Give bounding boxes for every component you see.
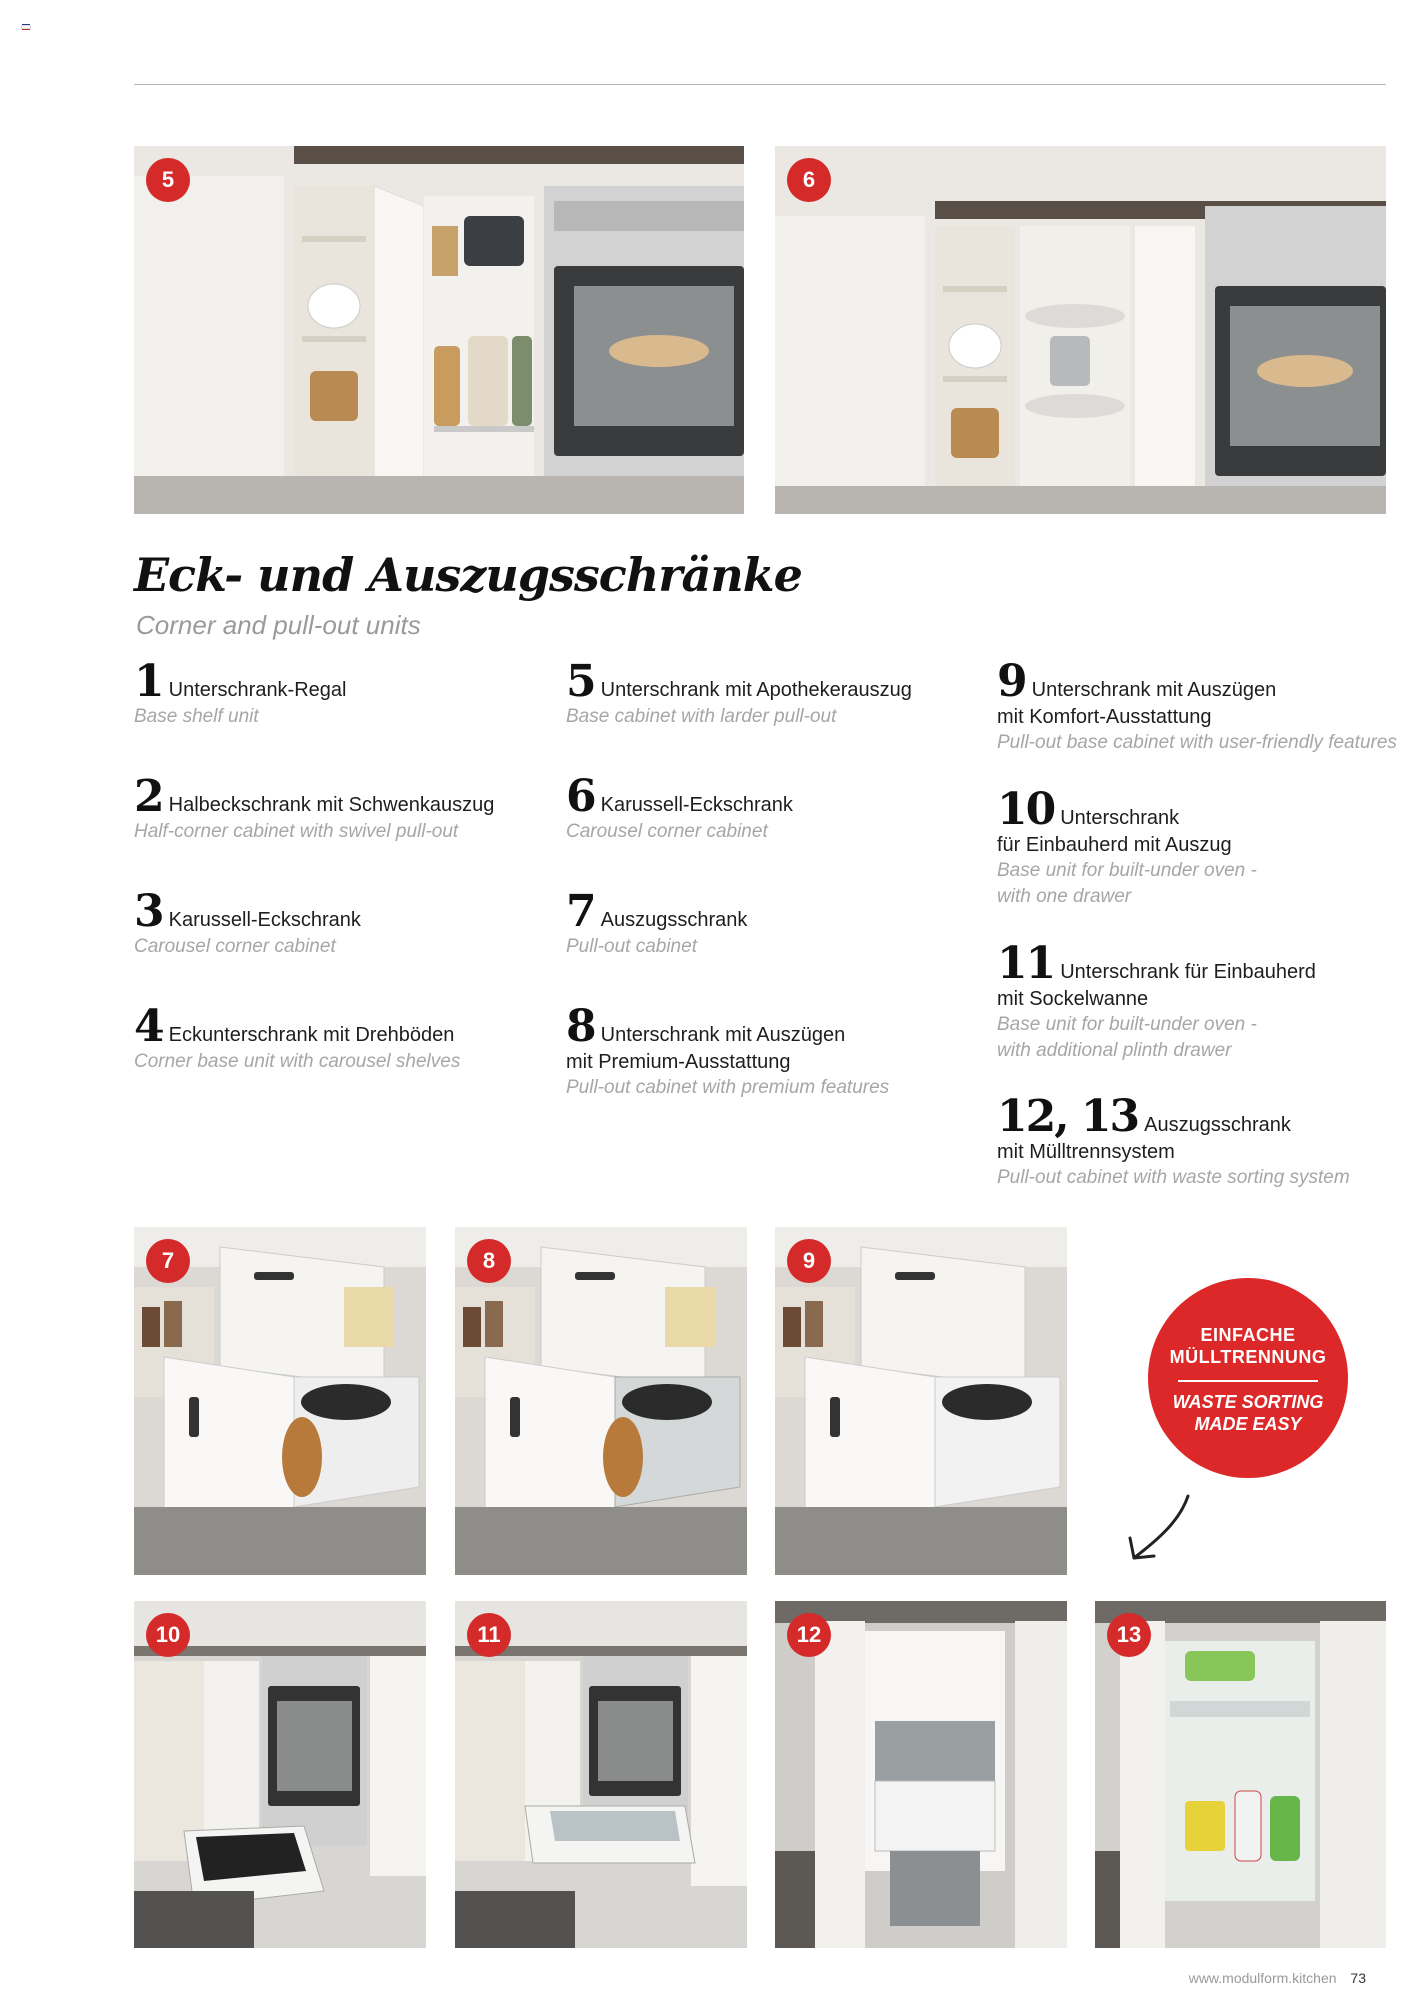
item-number: 7: [566, 886, 595, 937]
photo-10-oven-unit-drawer: [134, 1601, 426, 1948]
photo-number-badge: 9: [787, 1239, 831, 1283]
item-number: 10: [997, 784, 1055, 835]
arrow-down-left-icon: [1120, 1490, 1200, 1570]
badge-divider: [1178, 1380, 1318, 1382]
item-number: 2: [134, 771, 163, 822]
item-label-de: Halbeckschrank mit Schwenkauszug: [168, 794, 495, 816]
item-label-en: Half-corner cabinet with swivel pull-out: [134, 821, 459, 842]
photo-13-waste-sorting-system: [1095, 1601, 1386, 1948]
page-title: Eck- und Auszugsschränke: [134, 548, 802, 602]
page-subtitle: Corner and pull-out units: [136, 610, 421, 640]
photo-number-badge: 12: [787, 1613, 831, 1657]
badge-label-en-1: WASTE SORTING: [1172, 1392, 1324, 1412]
item-label-en: Pull-out cabinet with waste sorting system: [997, 1167, 1350, 1188]
item-label-de: Unterschrank mit Auszügen: [600, 1024, 846, 1046]
item-label-de: Auszugsschrank: [1144, 1114, 1291, 1136]
list-item: [566, 1001, 1006, 1101]
badge-label-de-1: EINFACHE: [1200, 1325, 1296, 1345]
item-label-en: Carousel corner cabinet: [134, 936, 336, 957]
item-label-en: with one drawer: [997, 886, 1132, 907]
photo-8-premium-drawers: [455, 1227, 747, 1575]
item-label-de: Unterschrank mit Auszügen: [1031, 679, 1277, 701]
list-item: [997, 938, 1404, 1064]
photo-6-carousel-corner: [775, 146, 1386, 514]
item-label-de: mit Sockelwanne: [997, 988, 1149, 1010]
list-item: [997, 656, 1404, 756]
item-label-en: Base shelf unit: [134, 706, 259, 727]
item-label-en: with additional plinth drawer: [997, 1040, 1232, 1061]
item-label-en: Base unit for built-under oven -: [997, 1014, 1257, 1035]
badge-label-en-2: MADE EASY: [1194, 1414, 1302, 1434]
page-footer: [1189, 1970, 1366, 1986]
item-label-en: Pull-out cabinet: [566, 936, 697, 957]
list-item: [566, 886, 1006, 960]
item-label-en: Base unit for built-under oven -: [997, 860, 1257, 881]
item-label-de: Eckunterschrank mit Drehböden: [168, 1024, 455, 1046]
photo-7-pullout-cabinet: [134, 1227, 426, 1575]
list-item: [566, 771, 1006, 845]
photo-number-badge: 5: [146, 158, 190, 202]
item-label-en: Corner base unit with carousel shelves: [134, 1051, 461, 1072]
photo-number-badge: 13: [1107, 1613, 1151, 1657]
item-number: 3: [134, 886, 163, 937]
list-item: [134, 771, 574, 845]
photo-9-comfort-drawers: [775, 1227, 1067, 1575]
photo-number-badge: 7: [146, 1239, 190, 1283]
badge-label-de-2: MÜLLTRENNUNG: [1169, 1347, 1327, 1367]
item-label-de: Unterschrank mit Apothekerauszug: [600, 679, 912, 701]
item-label-en: Pull-out cabinet with premium features: [566, 1077, 890, 1098]
item-label-en: Pull-out base cabinet with user-friendly features: [997, 732, 1397, 753]
list-item: [134, 656, 574, 730]
photo-number-badge: 11: [467, 1613, 511, 1657]
item-label-de: Unterschrank: [1060, 807, 1180, 829]
item-label-de: mit Komfort-Ausstattung: [997, 706, 1212, 728]
item-label-de: mit Mülltrennsystem: [997, 1141, 1175, 1163]
footer-url[interactable]: www.modulform.kitchen: [1188, 1970, 1337, 1986]
photo-11-oven-unit-plinth-drawer: [455, 1601, 747, 1948]
header-divider: [134, 84, 1386, 85]
item-label-de: Karussell-Eckschrank: [168, 909, 361, 931]
item-number: 1: [134, 656, 163, 707]
item-number: 6: [566, 771, 595, 822]
item-label-de: für Einbauherd mit Auszug: [997, 834, 1232, 856]
list-item: [997, 784, 1404, 910]
item-label-en: Carousel corner cabinet: [566, 821, 768, 842]
list-item: [997, 1091, 1404, 1191]
item-label-de: Auszugsschrank: [600, 909, 748, 931]
list-item: [134, 1001, 574, 1075]
item-number: 5: [566, 656, 595, 707]
list-item: [134, 886, 574, 960]
photo-12-waste-sorting-pullout: [775, 1601, 1067, 1948]
photo-number-badge: 10: [146, 1613, 190, 1657]
photo-number-badge: 6: [787, 158, 831, 202]
item-label-en: Base cabinet with larder pull-out: [566, 706, 837, 727]
photo-number-badge: 8: [467, 1239, 511, 1283]
item-label-de: mit Premium-Ausstattung: [566, 1051, 791, 1073]
item-number: 12, 13: [997, 1091, 1139, 1142]
item-number: 11: [997, 938, 1055, 989]
photo-5-apothecary-pullout: [134, 146, 744, 514]
item-label-de: Karussell-Eckschrank: [600, 794, 793, 816]
item-number: 8: [566, 1001, 595, 1052]
waste-sorting-badge: [1148, 1278, 1348, 1478]
item-number: 4: [134, 1001, 163, 1052]
item-number: 9: [997, 656, 1026, 707]
page-number: 73: [1350, 1970, 1366, 1986]
item-label-de: Unterschrank-Regal: [168, 679, 347, 701]
list-item: [566, 656, 1006, 730]
item-label-de: Unterschrank für Einbauherd: [1060, 961, 1316, 983]
language-flag-icon: [22, 24, 30, 30]
